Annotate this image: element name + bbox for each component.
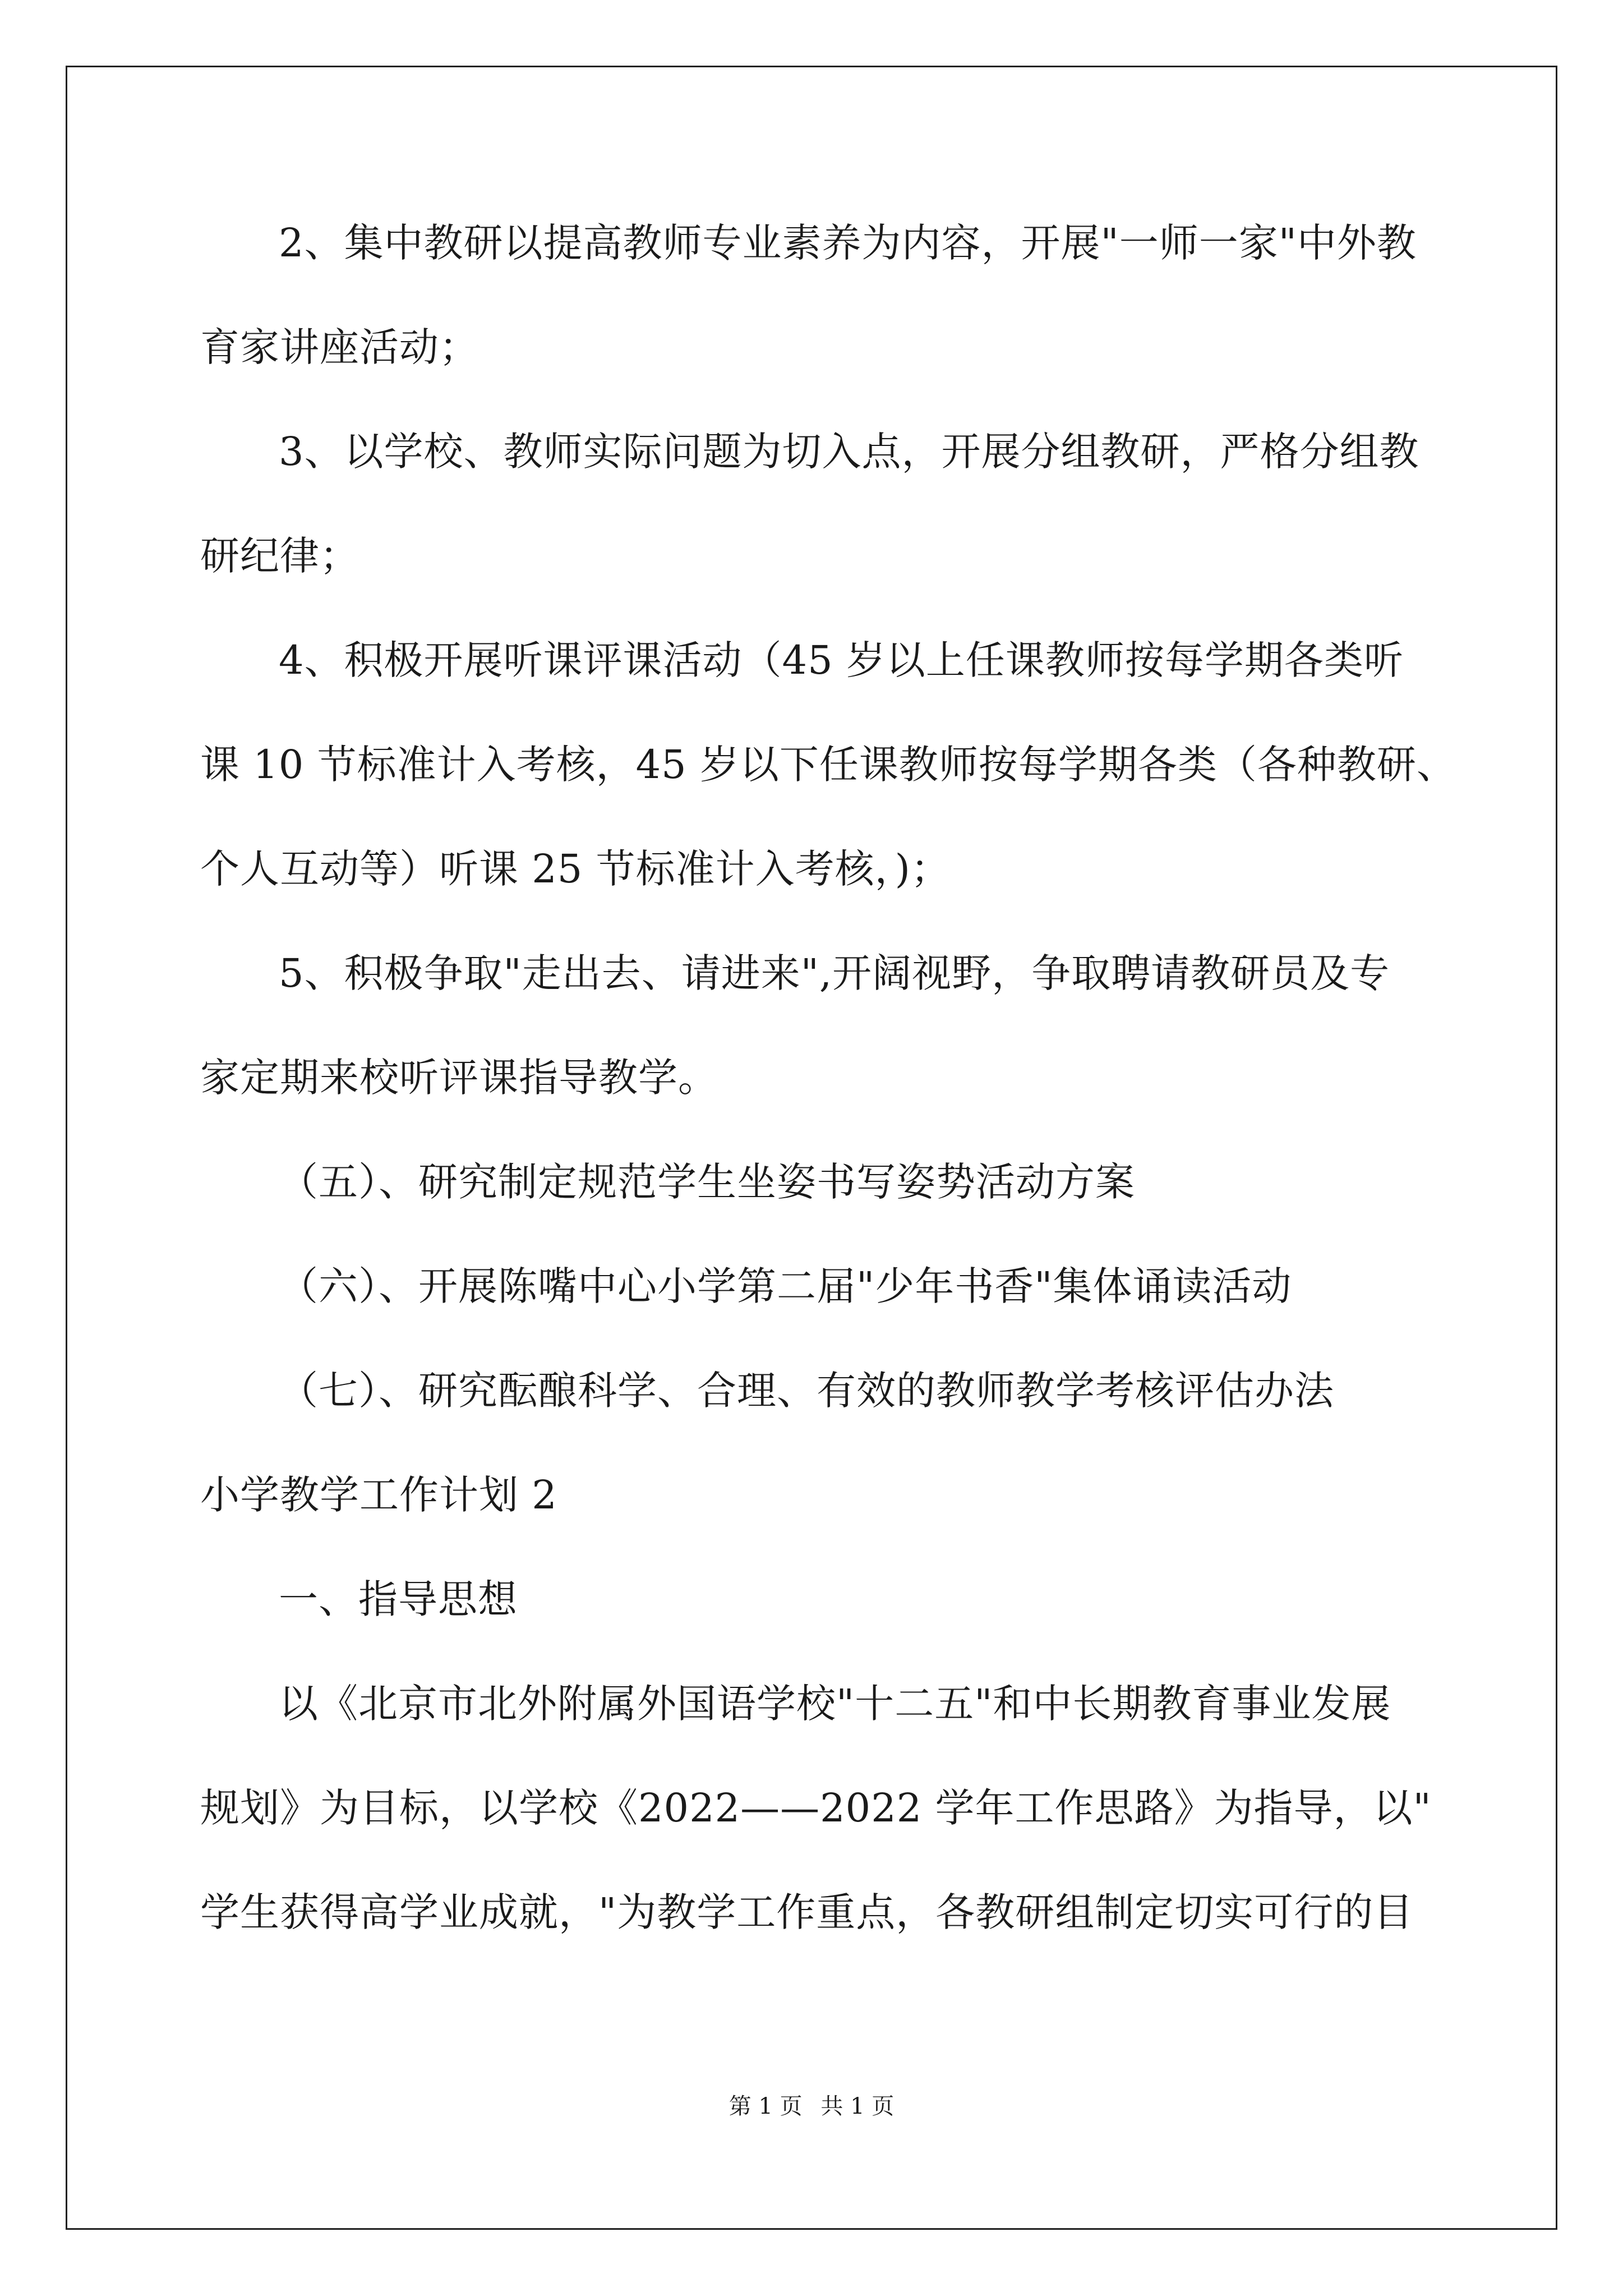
paragraph-line: 以《北京市北外附属外国语学校"十二五"和中长期教育事业发展 bbox=[279, 1681, 1391, 1727]
paragraph-line: 家定期来校听评课指导教学。 bbox=[200, 1055, 718, 1101]
document-title: 小学教学工作计划 2 bbox=[200, 1472, 557, 1518]
paragraph-line: 3、以学校、教师实际问题为切入点，开展分组教研，严格分组教 bbox=[279, 429, 1419, 475]
page-number: 第 1 页 bbox=[728, 2093, 803, 2119]
section-heading: （六）、开展陈嘴中心小学第二届"少年书香"集体诵读活动 bbox=[279, 1263, 1292, 1309]
paragraph-line: 2、集中教研以提高教师专业素养为内容，开展"一师一家"中外教 bbox=[279, 220, 1417, 266]
paragraph-line: 规划》为目标，以学校《2022——2022 学年工作思路》为指导，以" bbox=[200, 1785, 1432, 1831]
paragraph-line: 课 10 节标准计入考核，45 岁以下任课教师按每学期各类（各种教研、 bbox=[200, 742, 1456, 788]
section-heading: （七）、研究酝酿科学、合理、有效的教师教学考核评估办法 bbox=[279, 1368, 1334, 1414]
paragraph-line: 4、积极开展听课评课活动（45 岁以上任课教师按每学期各类听 bbox=[279, 637, 1404, 683]
page-footer bbox=[0, 2092, 1623, 2120]
paragraph-line: 学生获得高学业成就，"为教学工作重点，各教研组制定切实可行的目 bbox=[200, 1889, 1414, 1935]
paragraph-line: 个人互动等）听课 25 节标准计入考核，)； bbox=[200, 846, 951, 892]
paragraph-line: 5、积极争取"走出去、请进来",开阔视野，争取聘请教研员及专 bbox=[279, 950, 1390, 996]
paragraph-line: 研纪律； bbox=[200, 533, 359, 579]
paragraph-line: 育家讲座活动； bbox=[200, 324, 479, 370]
section-heading: 一、指导思想 bbox=[279, 1576, 518, 1622]
page-total: 共 1 页 bbox=[820, 2093, 895, 2119]
section-heading: （五）、研究制定规范学生坐姿书写姿势活动方案 bbox=[279, 1159, 1135, 1205]
